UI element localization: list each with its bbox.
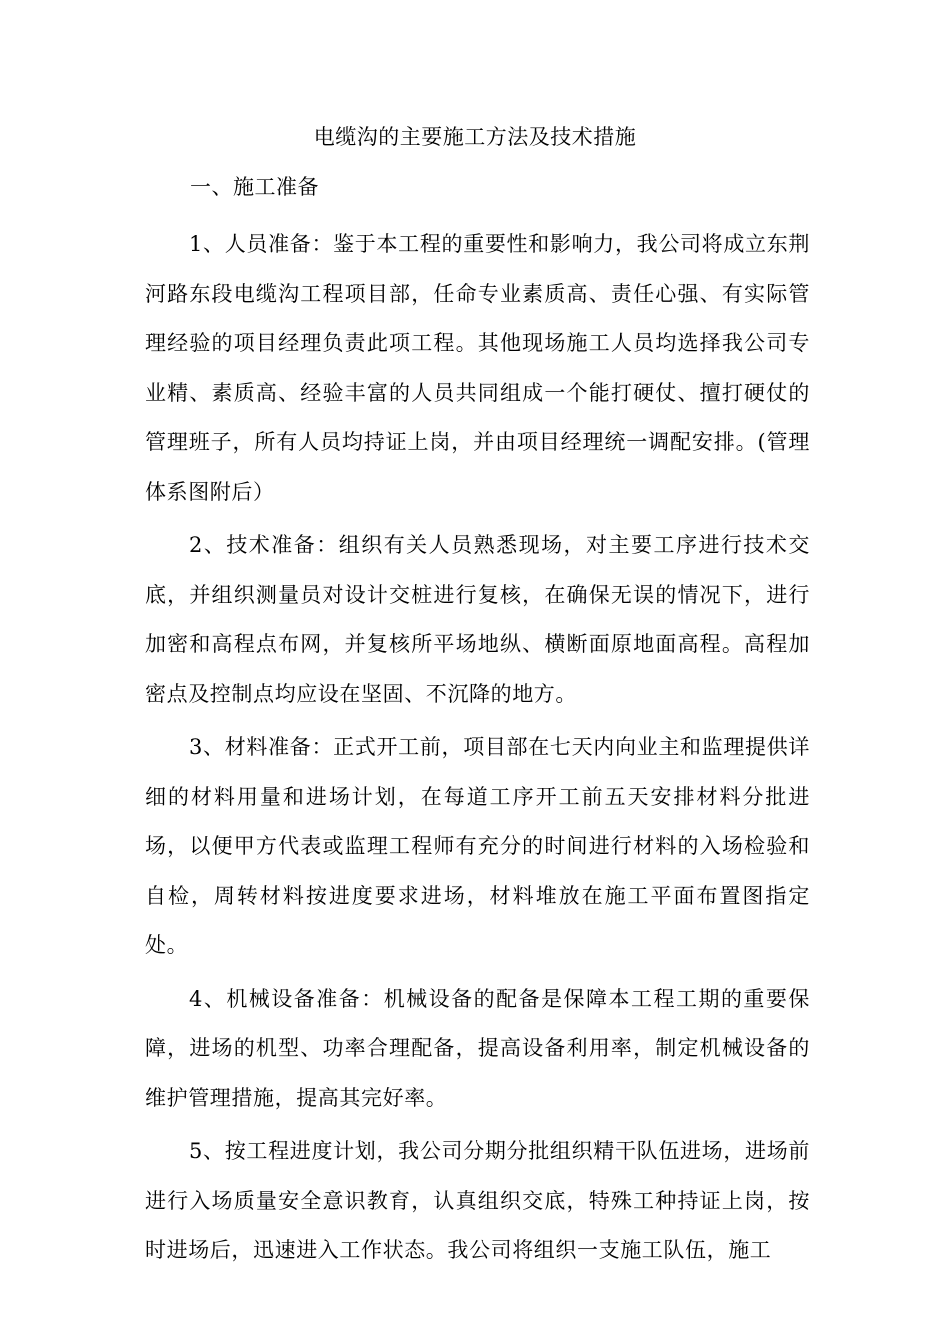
document-title: 电缆沟的主要施工方法及技术措施 — [313, 125, 637, 149]
paragraph-technical: 2、技术准备：组织有关人员熟悉现场，对主要工序进行技术交底，并组织测量员对设计交桩进行复核，在确保无误的情况下，进行加密和高程点布网，并复核所平场地纵、横断面原地面高程。高程加密点及控制点均应设在坚固、不沉降的地方。 — [145, 533, 810, 706]
paragraph-schedule: 5、按工程进度计划，我公司分期分批组织精干队伍进场，进场前进行入场质量安全意识教育，认真组织交底，特殊工种持证上岗，按时进场后，迅速进入工作状态。我公司将组织一支施工队伍，施工 — [145, 1139, 810, 1262]
paragraph-materials: 3、材料准备：正式开工前，项目部在七天内向业主和监理提供详细的材料用量和进场计划，在每道工序开工前五天安排材料分批进场，以便甲方代表或监理工程师有充分的时间进行材料的入场检验和自检，周转材料按进度要求进场，材料堆放在施工平面布置图指定处。 — [145, 735, 810, 957]
body-text — [145, 220, 810, 1280]
paragraph-personnel: 1、人员准备：鉴于本工程的重要性和影响力，我公司将成立东荆河路东段电缆沟工程项目部，任命专业素质高、责任心强、有实际管理经验的项目经理负责此项工程。其他现场施工人员均选择我公司专业精、素质高、经验丰富的人员共同组成一个能打硬仗、擅打硬仗的管理班子，所有人员均持证上岗，并由项目经理统一调配安排。(管理体系图附后） — [145, 232, 810, 504]
section-heading: 一、施工准备 — [190, 175, 319, 199]
paragraph-equipment: 4、机械设备准备：机械设备的配备是保障本工程工期的重要保障，进场的机型、功率合理配备，提高设备利用率，制定机械设备的维护管理措施，提高其完好率。 — [145, 986, 810, 1110]
